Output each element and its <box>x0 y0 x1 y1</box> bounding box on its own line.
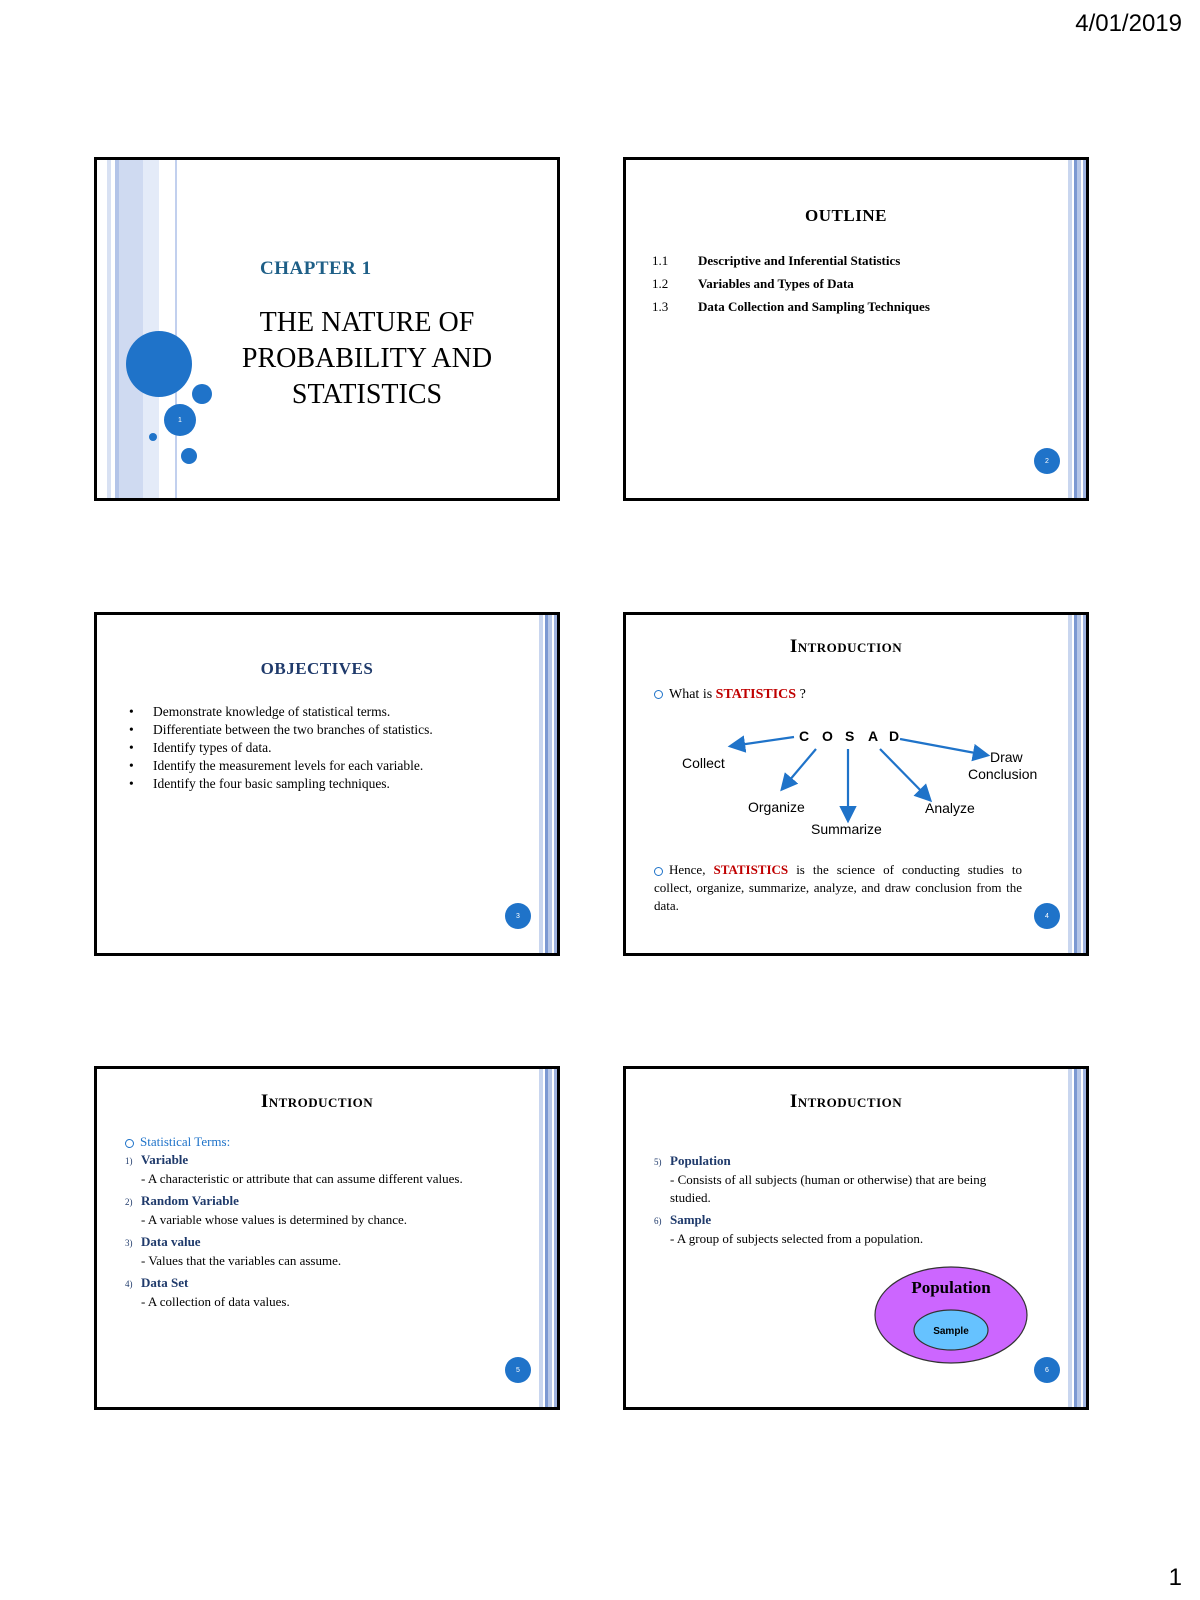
term-definition: - A characteristic or attribute that can assume different values. <box>141 1171 463 1186</box>
acronym-letter: O <box>822 728 833 744</box>
list-item: • Identify the measurement levels for each variable. <box>129 757 433 775</box>
slide-decor-stripes <box>97 160 183 498</box>
bullet-icon <box>125 1139 134 1148</box>
outline-item: 1.2 Variables and Types of Data <box>652 276 854 291</box>
list-item: • Identify types of data. <box>129 739 433 757</box>
list-item: • Identify the four basic sampling techniques. <box>129 775 433 793</box>
population-label: Population <box>911 1278 991 1297</box>
slide-number-badge: 6 <box>1034 1357 1060 1383</box>
hence-paragraph: Hence, STATISTICS is the science of conducting studies to collect, organize, summarize, analyze, and draw conclusion from the data. <box>654 862 1022 913</box>
draw-label: Draw <box>990 749 1023 765</box>
slide-5 <box>94 1066 560 1410</box>
population-sample-diagram <box>871 1264 1033 1368</box>
bullet-icon <box>654 867 663 876</box>
objectives-list <box>129 703 433 793</box>
slide-title: Introduction <box>789 636 903 657</box>
arrow-collect <box>732 737 794 746</box>
term-definition: - A group of subjects selected from a population. <box>670 1231 924 1246</box>
terms-heading: Statistical Terms: <box>125 1133 471 1151</box>
slide-decor-stripes <box>537 615 557 953</box>
arrow-organize <box>783 749 816 788</box>
arrow-draw-conclusion <box>900 739 986 755</box>
slide-3 <box>94 612 560 956</box>
term-definition: - Values that the variables can assume. <box>141 1253 342 1268</box>
term-item: 6) Sample <box>654 1212 712 1227</box>
slide-decor-stripes <box>537 1069 557 1407</box>
acronym-letter: A <box>868 728 879 744</box>
outline-item: 1.3 Data Collection and Sampling Techniques <box>652 299 930 314</box>
slide-title: Introduction <box>260 1091 374 1112</box>
slide-number-badge: 5 <box>505 1357 531 1383</box>
decor-circle-tiny <box>149 433 157 441</box>
slide-decor-stripes <box>1066 1069 1086 1407</box>
slide-title: OBJECTIVES <box>260 659 374 678</box>
decor-circle-large <box>126 331 192 397</box>
slide-6 <box>623 1066 1089 1410</box>
list-item: • Differentiate between the two branches of statistics. <box>129 721 433 739</box>
page-number: 1 <box>1168 1564 1182 1591</box>
collect-label: Collect <box>682 755 725 771</box>
header-date: 4/01/2019 <box>1075 10 1182 37</box>
term-definition: - A collection of data values. <box>141 1294 290 1309</box>
slide-1 <box>94 157 560 501</box>
term-item: 4) Data Set <box>125 1275 189 1290</box>
cosad-diagram <box>626 715 1066 845</box>
acronym-letter: S <box>845 728 855 744</box>
term-definition: - A variable whose values is determined by chance. <box>141 1212 408 1227</box>
term-item: 1) Variable <box>125 1152 189 1167</box>
slide-number-badge: 2 <box>1034 448 1060 474</box>
organize-label: Organize <box>748 799 805 815</box>
slide-number-badge: 4 <box>1034 903 1060 929</box>
summarize-label: Summarize <box>811 821 882 837</box>
outline-list <box>652 249 930 318</box>
outline-item: 1.1 Descriptive and Inferential Statistics <box>652 253 901 268</box>
sample-label: Sample <box>933 1326 969 1337</box>
term-item: 2) Random Variable <box>125 1193 239 1208</box>
slide-4 <box>623 612 1089 956</box>
slide-number-badge: 1 <box>164 404 196 436</box>
slide-title: OUTLINE <box>805 206 887 225</box>
terms-list <box>125 1133 471 1311</box>
chapter-label: CHAPTER 1 <box>260 258 372 279</box>
list-item: • Demonstrate knowledge of statistical terms. <box>129 703 433 721</box>
slide-2 <box>623 157 1089 501</box>
analyze-label: Analyze <box>925 800 975 816</box>
term-definition: - Consists of all subjects (human or otherwise) that are being studied. <box>670 1172 987 1205</box>
slide-number-badge: 3 <box>505 903 531 929</box>
slide-decor-stripes <box>1066 160 1086 498</box>
decor-circle-small <box>181 448 197 464</box>
term-item: 5) Population <box>654 1153 731 1168</box>
question-line: What is STATISTICS ? <box>654 687 806 703</box>
bullet-icon <box>654 690 663 699</box>
terms-list <box>654 1152 1010 1248</box>
acronym-letter: C <box>799 728 810 744</box>
slide-title: THE NATURE OF PROBABILITY AND STATISTICS <box>241 307 493 410</box>
acronym-letter: D <box>889 728 900 744</box>
term-item: 3) Data value <box>125 1234 201 1249</box>
conclusion-label: Conclusion <box>968 766 1038 782</box>
slide-title: Introduction <box>789 1091 903 1112</box>
arrow-analyze <box>880 749 929 799</box>
slide-decor-stripes <box>1066 615 1086 953</box>
